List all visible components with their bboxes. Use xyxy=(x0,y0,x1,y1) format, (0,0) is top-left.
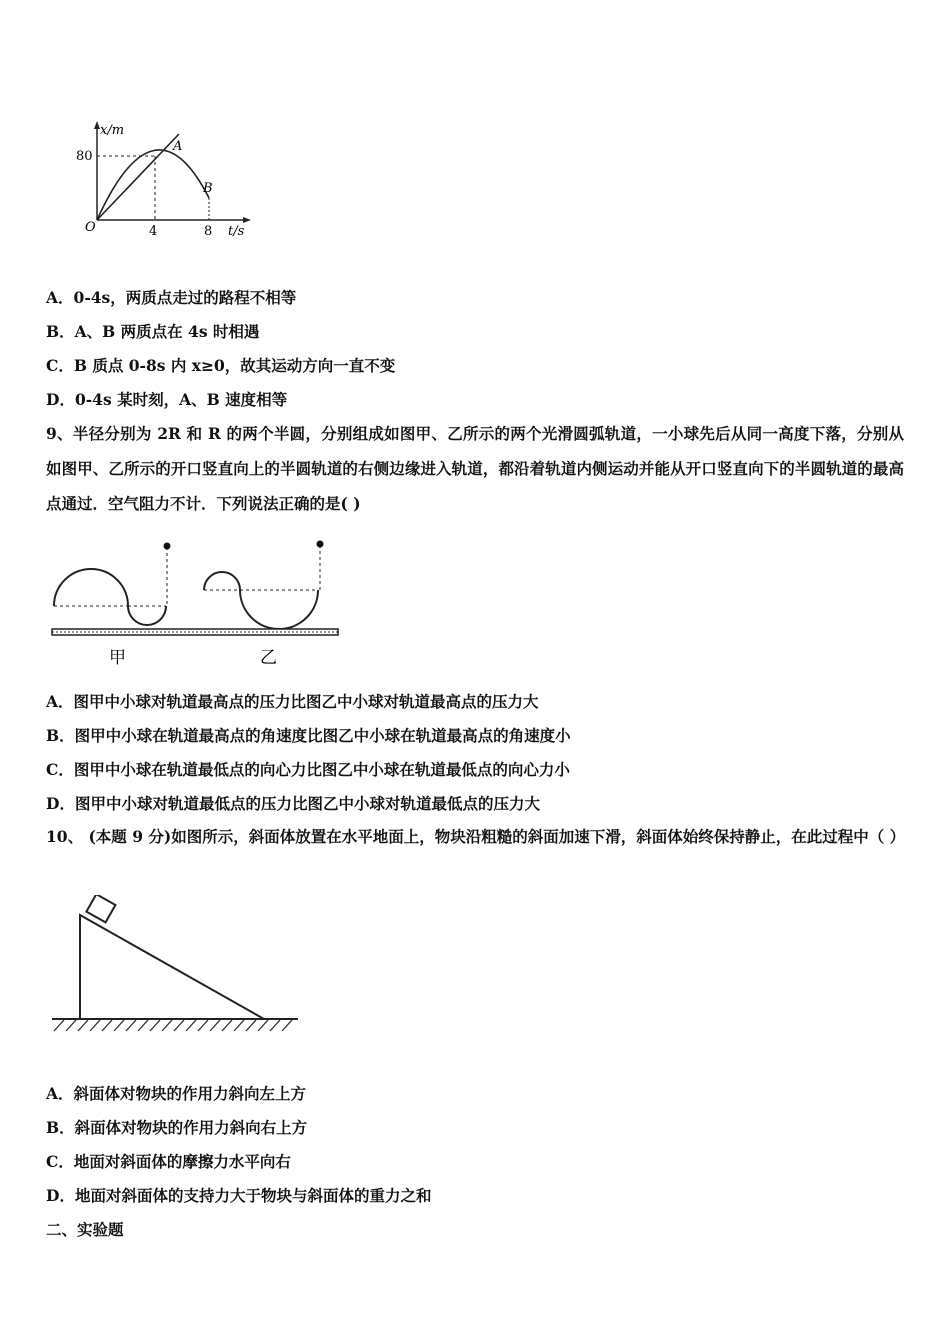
incline-body xyxy=(80,915,264,1019)
line-a xyxy=(97,134,179,220)
q10-option-d[interactable]: D．地面对斜面体的支持力大于物块与斜面体的重力之和 xyxy=(46,1186,432,1205)
q9-option-a[interactable]: A．图甲中小球对轨道最高点的压力比图乙中小球对轨道最高点的压力大 xyxy=(46,692,539,711)
q8-option-b[interactable]: B．A、B 两质点在 4s 时相遇 xyxy=(46,322,260,341)
q8-option-d[interactable]: D．0-4s 某时刻，A、B 速度相等 xyxy=(46,390,288,409)
q10-option-a[interactable]: A．斜面体对物块的作用力斜向左上方 xyxy=(46,1084,307,1103)
origin-label: O xyxy=(85,220,96,235)
x-axis-arrow xyxy=(243,217,251,223)
section-title: 二、实验题 xyxy=(46,1220,124,1239)
q8-option-a[interactable]: A．0-4s，两质点走过的路程不相等 xyxy=(46,288,297,307)
track-b-lower-arc xyxy=(240,590,318,629)
q10-option-c[interactable]: C．地面对斜面体的摩擦力水平向右 xyxy=(46,1152,291,1171)
y-tick-80: 80 xyxy=(76,149,93,164)
incline-figure xyxy=(46,895,306,1040)
x-tick-8: 8 xyxy=(204,224,213,239)
track-b-upper-arc xyxy=(204,572,240,590)
q9-option-b[interactable]: B．图甲中小球在轨道最高点的角速度比图乙中小球在轨道最高点的角速度小 xyxy=(46,726,571,745)
fig-label-jia: 甲 xyxy=(109,648,126,668)
curve-a-label: A xyxy=(173,139,183,154)
q9-stem: 9、半径分别为 2R 和 R 的两个半圆，分别组成如图甲、乙所示的两个光滑圆弧轨道，一小球先后从同一高度下落，分别从如图甲、乙所示的开口竖直向上的半圆轨道的右侧边缘进入轨道，都沿着轨道内侧运动并能从开口竖直向下的半圆轨道的最高点通过．空气阻力不计．下列说法正确的是( ) xyxy=(46,424,904,513)
ground-hatching xyxy=(54,1020,292,1031)
semicircle-tracks-figure xyxy=(46,535,346,675)
ball-b xyxy=(317,541,324,548)
q9-option-c[interactable]: C．图甲中小球在轨道最低点的向心力比图乙中小球在轨道最低点的向心力小 xyxy=(46,760,570,779)
q10-stem: 10、 (本题 9 分)如图所示，斜面体放置在水平地面上，物块沿粗糙的斜面加速下滑，斜面体始终保持静止，在此过程中（ ） xyxy=(46,827,906,846)
q9-option-d[interactable]: D．图甲中小球对轨道最低点的压力比图乙中小球对轨道最低点的压力大 xyxy=(46,794,540,813)
q10-option-b[interactable]: B．斜面体对物块的作用力斜向右上方 xyxy=(46,1118,308,1137)
block xyxy=(86,895,115,922)
track-a-lower-arc xyxy=(128,606,166,625)
xt-graph-figure xyxy=(70,118,260,243)
curve-b-label: B xyxy=(203,181,213,196)
track-a-upper-arc xyxy=(54,569,128,606)
ground xyxy=(52,629,338,635)
q8-option-c[interactable]: C．B 质点 0-8s 内 x≥0，故其运动方向一直不变 xyxy=(46,356,396,375)
ball-a xyxy=(164,543,171,550)
x-axis-label: t/s xyxy=(228,224,245,239)
fig-label-yi: 乙 xyxy=(260,648,277,668)
y-axis-label: x/m xyxy=(100,123,125,138)
x-tick-4: 4 xyxy=(149,224,158,239)
